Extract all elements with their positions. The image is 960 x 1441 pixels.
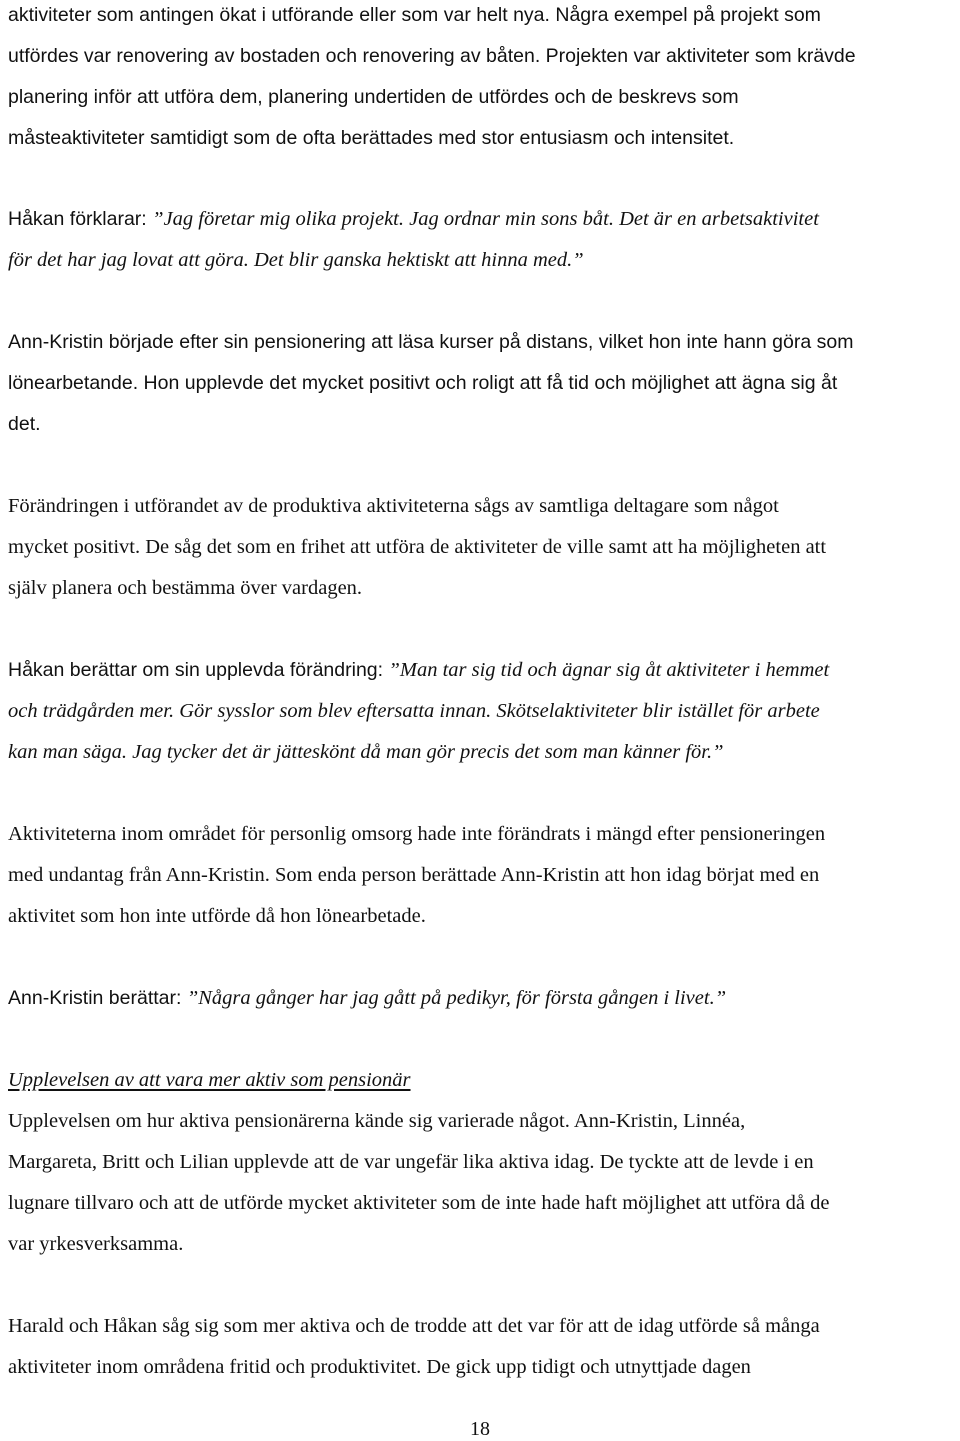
page-number: 18 — [470, 1418, 490, 1440]
quote-text: ”Man tar sig tid och ägnar sig åt aktiviteter i hemmet — [388, 659, 830, 681]
quote-text: för det har jag lovat att göra. Det blir ganska hektiskt att hinna med.” — [8, 249, 584, 271]
paragraph-line: aktiviteter inom områdena fritid och produktivitet. De gick upp tidigt och utnyttjade dagen — [8, 1356, 751, 1378]
paragraph-line: var yrkesverksamma. — [8, 1233, 184, 1255]
paragraph-line: Förändringen i utförandet av de produktiva aktiviteterna sågs av samtliga deltagare som något — [8, 495, 779, 517]
paragraph-line: Margareta, Britt och Lilian upplevde att de var ungefär lika aktiva idag. De tyckte att de levde i en — [8, 1151, 814, 1173]
paragraph-line: det. — [8, 413, 41, 435]
quote-paragraph — [8, 985, 726, 1011]
paragraph-line: Harald och Håkan såg sig som mer aktiva och de trodde att det var för att de idag utförde så många — [8, 1315, 820, 1337]
paragraph-line: själv planera och bestämma över vardagen. — [8, 577, 363, 599]
quote-paragraph — [8, 657, 829, 683]
section-heading: Upplevelsen av att vara mer aktiv som pensionär — [8, 1069, 411, 1091]
paragraph-line: måsteaktiviteter samtidigt som de ofta berättades med stor entusiasm och intensitet. — [8, 127, 735, 149]
quote-text: och trädgården mer. Gör sysslor som blev eftersatta innan. Skötselaktiviteter blir istället för arbete — [8, 700, 820, 722]
quote-text: ”Några gånger har jag gått på pedikyr, för första gången i livet.” — [186, 987, 727, 1009]
speaker-label: Ann-Kristin berättar: — [8, 987, 187, 1009]
quote-text: kan man säga. Jag tycker det är jätteskönt då man gör precis det som man känner för.” — [8, 741, 724, 763]
paragraph-line: aktivitet som hon inte utförde då hon lönearbetade. — [8, 905, 426, 927]
paragraph-line: aktiviteter som antingen ökat i utförande eller som var helt nya. Några exempel på projekt som — [8, 4, 821, 26]
paragraph-line: utfördes var renovering av bostaden och renovering av båten. Projekten var aktiviteter som krävde — [8, 45, 856, 67]
paragraph-line: mycket positivt. De såg det som en frihet att utföra de aktiviteter de ville samt att ha möjligheten att — [8, 536, 827, 558]
speaker-label: Håkan berättar om sin upplevda förändring: — [8, 659, 389, 681]
paragraph-line: planering inför att utföra dem, planering undertiden de utfördes och de beskrevs som — [8, 86, 739, 108]
paragraph-line: Ann-Kristin började efter sin pensionering att läsa kurser på distans, vilket hon inte hann göra som — [8, 331, 854, 353]
paragraph-line: lugnare tillvaro och att de utförde mycket aktiviteter som de inte hade haft möjlighet att utföra då de — [8, 1192, 830, 1214]
quote-text: ”Jag företar mig olika projekt. Jag ordnar min sons båt. Det är en arbetsaktivitet — [152, 208, 819, 230]
paragraph-line: lönearbetande. Hon upplevde det mycket positivt och roligt att få tid och möjlighet att ägna sig åt — [8, 372, 838, 394]
quote-paragraph — [8, 206, 819, 232]
paragraph-line: Aktiviteterna inom området för personlig omsorg hade inte förändrats i mängd efter pensioneringen — [8, 823, 826, 845]
paragraph-line: Upplevelsen om hur aktiva pensionärerna kände sig varierade något. Ann-Kristin, Linnéa, — [8, 1110, 746, 1132]
paragraph-line: med undantag från Ann-Kristin. Som enda person berättade Ann-Kristin att hon idag börjat med en — [8, 864, 820, 886]
speaker-label: Håkan förklarar: — [8, 208, 153, 230]
